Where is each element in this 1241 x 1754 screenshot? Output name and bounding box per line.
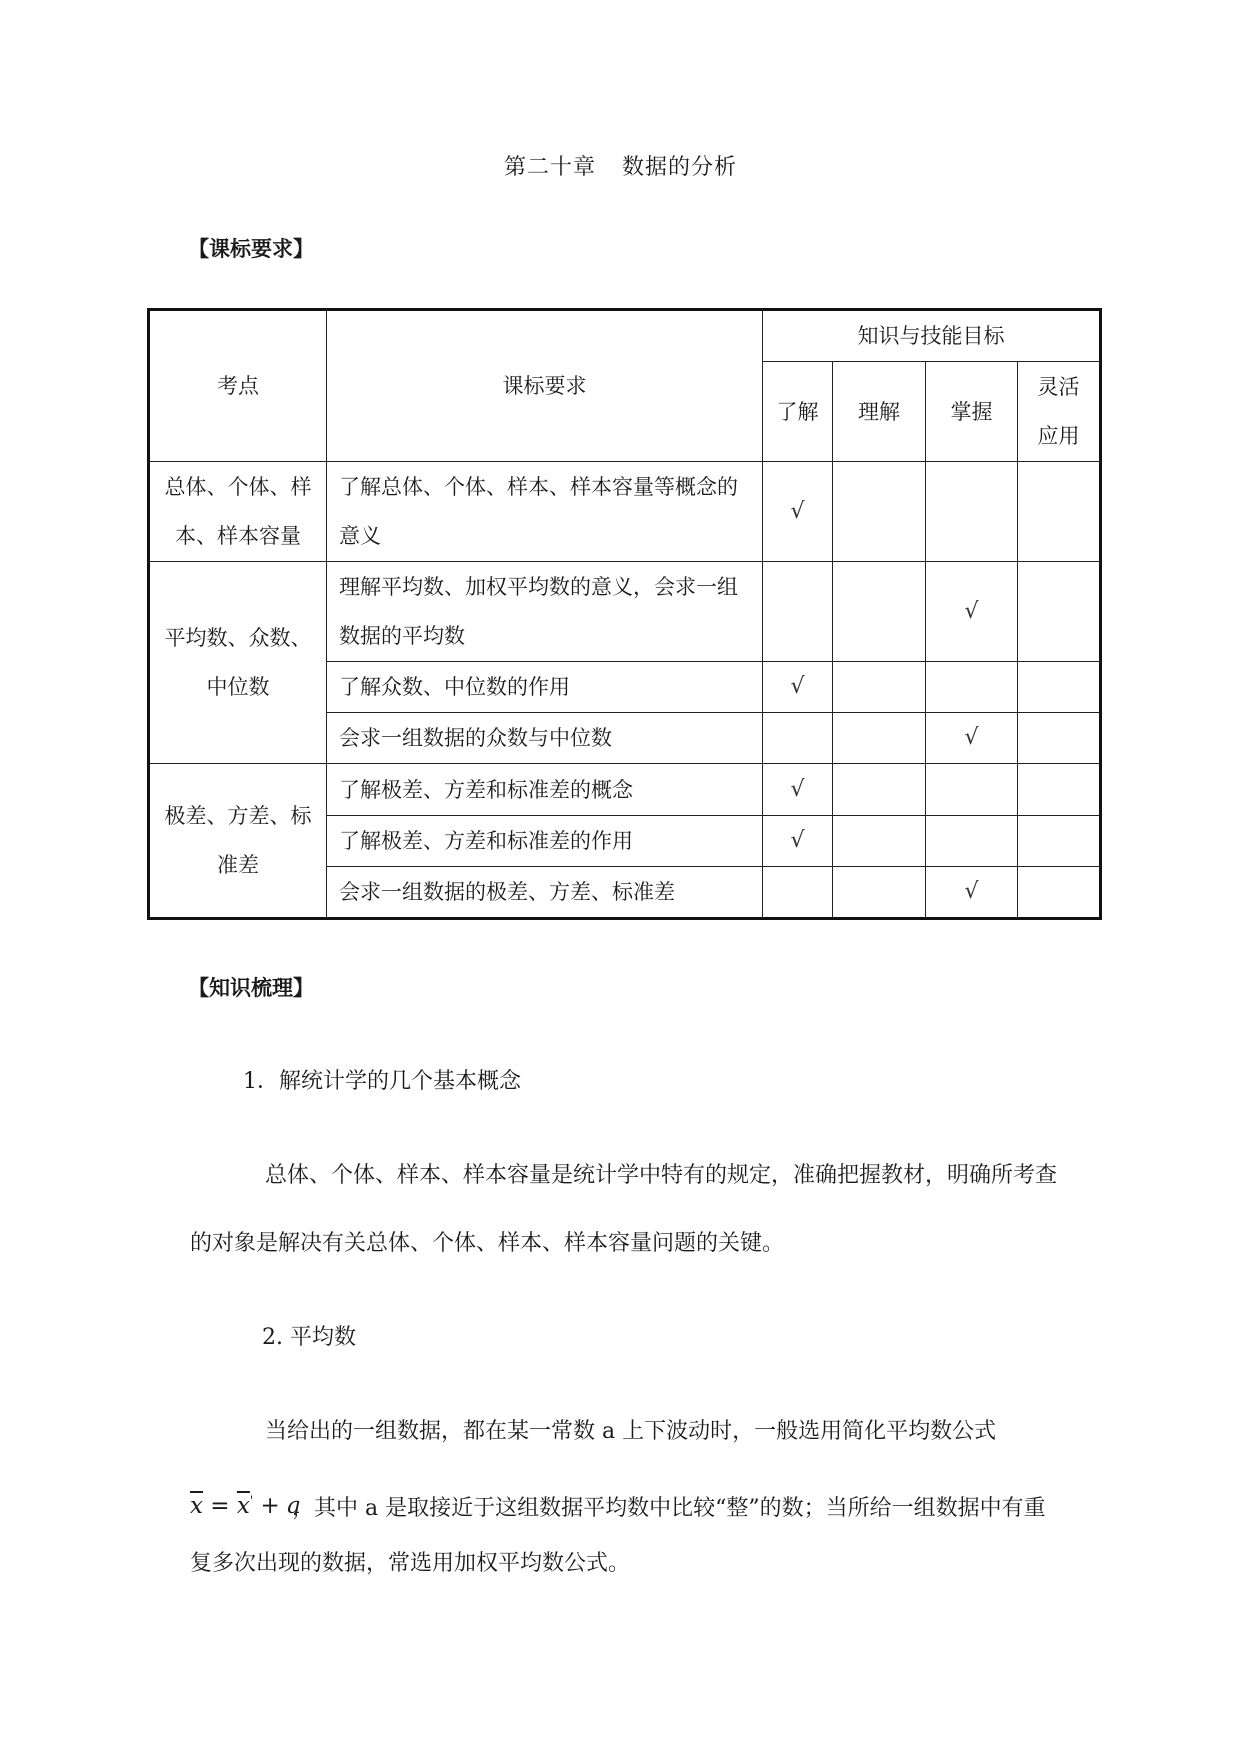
topic-cell: 总体、个体、样 本、样本容量 [149, 462, 327, 562]
chapter-title [0, 150, 1241, 181]
check-mark: √ [926, 562, 1018, 662]
curriculum-table [147, 308, 1102, 920]
topic-cell: 平均数、众数、 中位数 [149, 562, 327, 764]
topic-cell: 极差、方差、标 准差 [149, 764, 327, 919]
table-row [149, 462, 1101, 562]
paragraph-1-line-2: 的对象是解决有关总体、个体、样本、样本容量问题的关键。 [190, 1231, 785, 1256]
check-mark: √ [763, 462, 833, 562]
paragraph-2-line-2: ，其中 a 是取接近于这组数据平均数中比较“整”的数；当所给一组数据中有重 [292, 1496, 1046, 1521]
check-mark: √ [763, 816, 833, 867]
header-kebiao: 课标要求 [327, 310, 763, 462]
header-level-4: 灵活 应用 [1018, 362, 1101, 462]
item-1-title: 1．解统计学的几个基本概念 [243, 1069, 521, 1094]
check-mark: √ [926, 713, 1018, 764]
formula-simplified-mean: $\overline{x} = \overline{x}' + a$ [190, 1493, 301, 1519]
section-heading-knowledge: 【知识梳理】 [188, 976, 314, 1000]
section-heading-curriculum: 【课标要求】 [188, 237, 314, 261]
requirement-cell: 了解总体、个体、样本、样本容量等概念的 意义 [327, 462, 763, 562]
table-row [149, 562, 1101, 662]
chapter-number: 第二十章 [503, 155, 596, 180]
chapter-name: 数据的分析 [622, 155, 738, 180]
requirement-cell: 了解极差、方差和标准差的概念 [327, 764, 763, 816]
paragraph-2-line-3: 复多次出现的数据，常选用加权平均数公式。 [190, 1551, 631, 1576]
requirement-cell: 了解众数、中位数的作用 [327, 662, 763, 713]
header-level-2: 理解 [833, 362, 926, 462]
header-kaodian: 考点 [149, 310, 327, 462]
requirement-cell: 了解极差、方差和标准差的作用 [327, 816, 763, 867]
header-level-3: 掌握 [926, 362, 1018, 462]
requirement-cell: 会求一组数据的极差、方差、标准差 [327, 867, 763, 919]
check-mark: √ [763, 764, 833, 816]
check-mark: √ [926, 867, 1018, 919]
paragraph-2-line-1: 当给出的一组数据，都在某一常数 a 上下波动时，一般选用简化平均数公式 [265, 1419, 997, 1444]
header-level-1: 了解 [763, 362, 833, 462]
requirement-cell: 会求一组数据的众数与中位数 [327, 713, 763, 764]
table-row [149, 764, 1101, 816]
check-mark: √ [763, 662, 833, 713]
paragraph-1-line-1: 总体、个体、样本、样本容量是统计学中特有的规定，准确把握教材，明确所考查 [265, 1163, 1058, 1188]
requirement-cell: 理解平均数、加权平均数的意义，会求一组 数据的平均数 [327, 562, 763, 662]
header-skill-goals: 知识与技能目标 [763, 310, 1101, 362]
item-2-title: 2. 平均数 [262, 1325, 356, 1350]
